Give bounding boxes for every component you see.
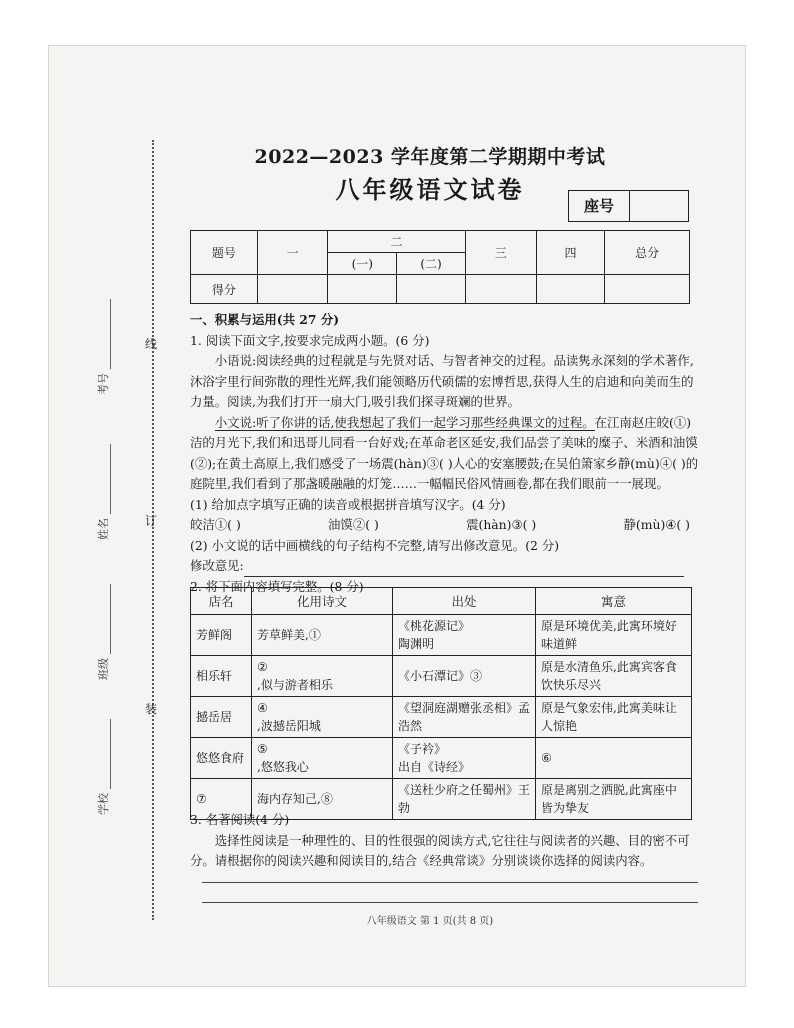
exam-title: 2022—2023 学年度第二学期期中考试	[254, 146, 606, 168]
fill-row	[190, 515, 700, 536]
poem-source: 《送杜少府之任蜀州》王勃	[393, 779, 536, 820]
question-3: 3. 名著阅读(4 分)	[190, 812, 290, 827]
section-1	[190, 310, 700, 597]
table-row	[191, 738, 692, 779]
answer-line-2[interactable]	[202, 902, 698, 903]
side-class: 班级	[95, 584, 111, 680]
question-3-block	[190, 810, 700, 872]
side-name: 姓名	[95, 444, 111, 540]
score-subcol-2: (二)	[397, 253, 466, 275]
poem-meaning: 原是环境优美,此寓环境好味道鲜	[536, 615, 692, 656]
sub-question-1: (1) 给加点字填写正确的读音或根据拼音填写汉字。(4 分)	[190, 496, 506, 512]
fill-blank-2[interactable]: 油馍②( )	[328, 517, 379, 532]
poem-source: 《望洞庭湖赠张丞相》孟浩然	[393, 697, 536, 738]
underlined-sentence: 小文说:听了你讲的话,使我想起了我们一起学习那些经典课文的过程。	[214, 414, 595, 430]
revise-answer-line[interactable]	[244, 562, 684, 577]
score-label: 得分	[191, 275, 258, 304]
passage-para-2	[190, 413, 700, 495]
header-shop-name: 店名	[191, 588, 252, 615]
score-col-2: 二	[328, 231, 466, 253]
header-poem-line: 化用诗文	[252, 588, 393, 615]
seat-field[interactable]	[630, 191, 688, 221]
passage-para-2-rest: 在江南赵庄皎(①)洁的月光下,我们和迅哥儿同看一台好戏;在革命老区延安,我们品尝了美味的糜子、米酒和油馍(②);在黄土高原上,我们感受了一场震(hàn)③( )人心的安塞腰鼓;在吴伯箫家乡静(mù)④( )的庭院里,我们看到了那盏暖融融的灯笼……一幅幅民俗风情画卷,都在我们眼前一一展现。	[190, 414, 699, 491]
poem-line[interactable]: 芳草鲜美,①	[252, 615, 393, 656]
exam-subtitle: 八年级语文试卷	[335, 175, 525, 204]
binding-mark-2: 订	[145, 514, 158, 528]
table-row	[191, 697, 692, 738]
binding-mark-3: 装	[145, 702, 158, 716]
question-1: 1. 阅读下面文字,按要求完成两小题。(6 分)	[190, 332, 430, 348]
score-cell[interactable]	[397, 275, 466, 304]
shop-name: 芳鲜阁	[191, 615, 252, 656]
sub-question-2: (2) 小文说的话中画横线的句子结构不完整,请写出修改意见。(2 分)	[190, 537, 560, 553]
score-table	[190, 230, 690, 304]
seat-label: 座号	[569, 191, 630, 221]
revise-row	[190, 556, 700, 577]
poem-source: 《子衿》 出自《诗经》	[393, 738, 536, 779]
score-cell[interactable]	[536, 275, 605, 304]
score-col-4: 四	[536, 231, 605, 275]
revise-label: 修改意见:	[190, 558, 244, 573]
shop-name: 撼岳居	[191, 697, 252, 738]
binding-line	[152, 140, 154, 920]
score-cell[interactable]	[465, 275, 536, 304]
score-cell[interactable]	[257, 275, 328, 304]
table-row	[191, 656, 692, 697]
poem-source: 《桃花源记》 陶渊明	[393, 615, 536, 656]
side-exam-no: 考号	[95, 299, 111, 395]
score-col-total: 总分	[605, 231, 690, 275]
poem-line[interactable]: ⑤ ,悠悠我心	[252, 738, 393, 779]
question-3-text: 选择性阅读是一种理性的、目的性很强的阅读方式,它往往与阅读者的兴趣、目的密不可分。请根据你的阅读兴趣和阅读目的,结合《经典常谈》分别谈谈你选择的阅读内容。	[190, 832, 690, 868]
page-footer: 八年级语文 第 1 页(共 8 页)	[366, 916, 494, 927]
score-col-1: 一	[257, 231, 328, 275]
binding-mark-1: 线	[145, 337, 158, 351]
poem-meaning: 原是气象宏伟,此寓美味让人惊艳	[536, 697, 692, 738]
poem-meaning: 原是水清鱼乐,此寓宾客食饮快乐尽兴	[536, 656, 692, 697]
question-2: 2. 将下面内容填写完整。(8 分)	[190, 578, 364, 594]
poem-fill-table	[190, 587, 692, 820]
poem-source[interactable]: 《小石潭记》③	[393, 656, 536, 697]
passage-para-1: 小语说:阅读经典的过程就是与先贤对话、与智者神交的过程。品读隽永深刻的学术著作,沐浴字里行间弥散的理性光辉,我们能领略历代硕儒的宏博哲思,获得人生的启迪和向美而生的力量。阅读,为我们打开一扇大门,吸引我们探寻斑斓的世界。	[190, 353, 694, 409]
poem-line[interactable]: ④ ,波撼岳阳城	[252, 697, 393, 738]
header-source: 出处	[393, 588, 536, 615]
fill-blank-4[interactable]: 静(mù)④( )	[623, 517, 690, 532]
score-row-label: 题号	[191, 231, 258, 275]
poem-line[interactable]: 海内存知己,⑧	[252, 779, 393, 820]
header-meaning: 寓意	[536, 588, 692, 615]
shop-name[interactable]: ⑦	[191, 779, 252, 820]
poem-meaning[interactable]: ⑥	[536, 738, 692, 779]
shop-name: 相乐轩	[191, 656, 252, 697]
fill-blank-1[interactable]: 皎洁①( )	[190, 517, 241, 532]
section-heading: 一、积累与运用(共 27 分)	[190, 312, 340, 327]
seat-number-box	[568, 190, 689, 222]
score-cell[interactable]	[605, 275, 690, 304]
table-row	[191, 615, 692, 656]
answer-line-1[interactable]	[202, 882, 698, 883]
score-subcol-1: (一)	[328, 253, 397, 275]
shop-name: 悠悠食府	[191, 738, 252, 779]
side-school: 学校	[95, 719, 111, 815]
poem-line[interactable]: ② ,似与游者相乐	[252, 656, 393, 697]
score-col-3: 三	[465, 231, 536, 275]
fill-blank-3[interactable]: 震(hàn)③( )	[466, 517, 537, 532]
poem-meaning: 原是离别之洒脱,此寓座中皆为挚友	[536, 779, 692, 820]
score-cell[interactable]	[328, 275, 397, 304]
